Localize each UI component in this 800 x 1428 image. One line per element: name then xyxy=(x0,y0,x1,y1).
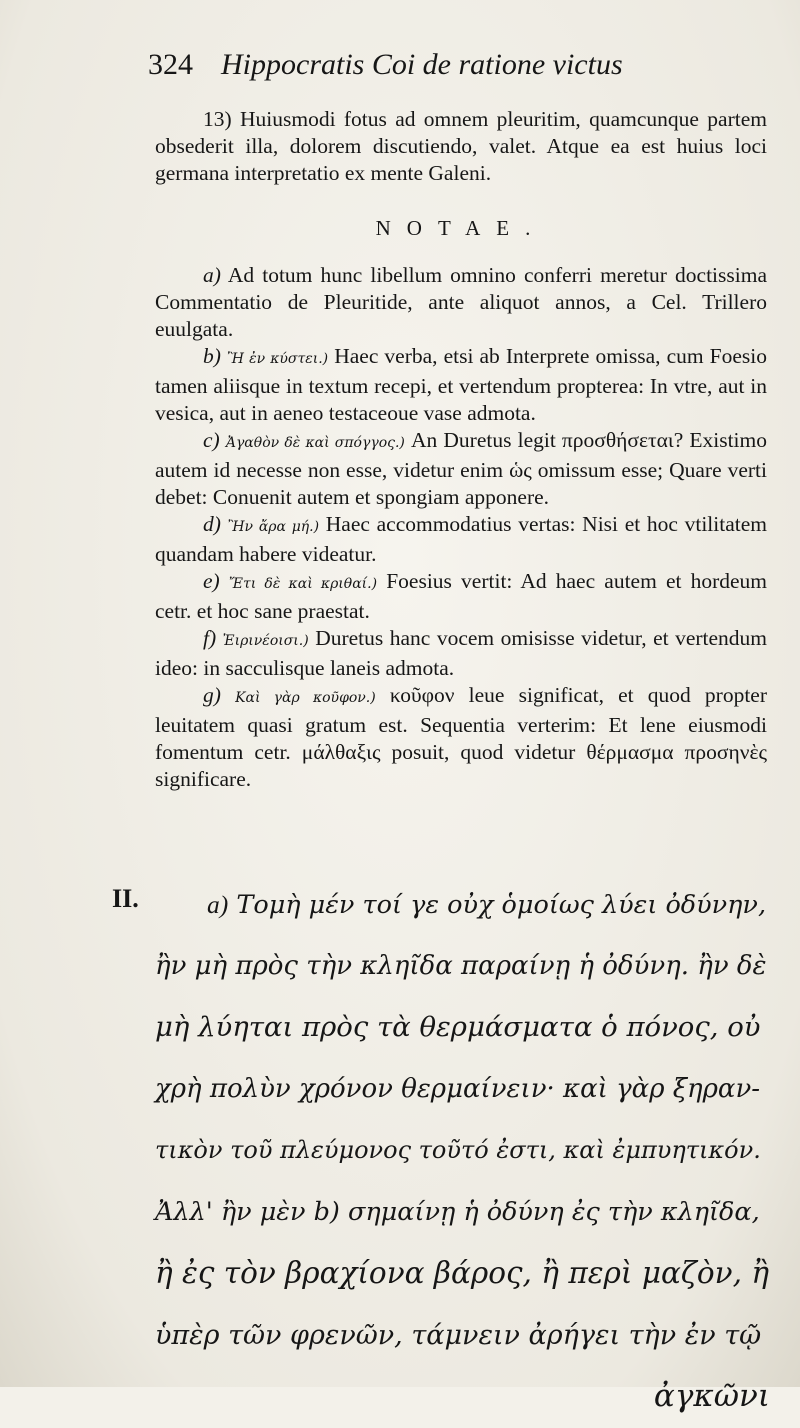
note-text: Haec accommodatius vertas: Nisi et hoc vtilitatem quandam habere videatur. xyxy=(155,512,767,566)
note-label: d) xyxy=(203,512,221,536)
note-c xyxy=(155,427,767,511)
note-g xyxy=(155,682,767,793)
notes-list xyxy=(155,262,767,793)
greek-line xyxy=(155,874,770,936)
greek-line-text: μὴ λύηται πρὸς τὰ θερμάσματα ὁ πόνος, οὐ xyxy=(155,1011,761,1043)
note-text: An Duretus legit προσθήσεται? Existimo autem id necesse non esse, videtur enim ὡς omissum esse; Quare verti debet: Conuenit autem et spongiam apponere. xyxy=(155,428,768,509)
section-number: II. xyxy=(112,884,139,913)
greek-line xyxy=(155,997,770,1059)
note-greek-lemma: Ἢν ἄρα μή.) xyxy=(227,519,320,535)
greek-line-text: ἢ ἐς τὸν βραχίονα βάρος, ἢ περὶ μαζὸν, ἢ xyxy=(155,1256,770,1290)
intro-paragraph xyxy=(155,106,767,187)
page-number: 324 xyxy=(148,48,193,81)
greek-line xyxy=(155,1243,770,1305)
greek-line-text: ἢν μὴ πρὸς τὴν κληῖδα παραίνῃ ἡ ὀδύνη. ἢν δὲ xyxy=(155,950,767,981)
greek-line xyxy=(155,1120,770,1182)
greek-line xyxy=(155,1305,770,1367)
note-a xyxy=(155,262,767,343)
running-head xyxy=(148,48,708,82)
intro-text: 13) Huiusmodi fotus ad omnem pleuritim, quamcunque partem obsederit illa, dolorem discutiendo, valet. Atque ea est huius loci germana interpretatio ex mente Galeni. xyxy=(155,107,767,185)
note-greek-lemma: Ἔτι δὲ καὶ κριθαί.) xyxy=(228,576,378,592)
note-text: Ad totum hunc libellum omnino conferri meretur doctissima Commentatio de Pleuritide, ante aliquot annos, a Cel. Trillero euulgata. xyxy=(155,263,767,341)
greek-line-text: τικὸν τοῦ πλεύμονος τοῦτό ἐστι, καὶ ἐμπυητικόν. xyxy=(155,1136,761,1164)
note-text: Haec verba, etsi ab Interprete omissa, cum Foesio tamen aliisque in textum recepi, et vertendum propterea: In vtre, aut in vesica, aut in aeneo testaceoue vase admota. xyxy=(155,344,768,425)
note-greek-lemma: Ἐιρινέοισι.) xyxy=(222,633,309,649)
greek-line-text: χρὴ πολὺν χρόνον θερμαίνειν· καὶ γὰρ ξηραν- xyxy=(155,1073,761,1104)
greek-line-text: ὑπὲρ τῶν φρενῶν, τάμνειν ἀρήγει τὴν ἐν τῷ xyxy=(155,1319,762,1351)
note-d xyxy=(155,511,767,568)
greek-line xyxy=(155,1366,770,1428)
greek-line xyxy=(155,1182,770,1244)
note-label: e) xyxy=(203,569,220,593)
note-text: κοῦφον leue significat, et quod propter leuitatem quasi gratum est. Sequentia verterim: Et lene eiusmodi fomentum cetr. μάλθαξις posuit, quod videtur θέρμασμα προσηνὲς significare. xyxy=(155,683,767,791)
greek-text-block xyxy=(155,874,770,1428)
page-title: Hippocratis Coi de ratione victus xyxy=(221,48,623,81)
note-e xyxy=(155,568,767,625)
note-text: Duretus hanc vocem omisisse videtur, et vertendum ideo: in sacculisque laneis admota. xyxy=(155,626,768,680)
note-text: Foesius vertit: Ad haec autem et hordeum cetr. et hoc sane praestat. xyxy=(155,569,768,623)
greek-line-lead: a) xyxy=(207,890,229,919)
note-greek-lemma: Καὶ γὰρ κοῦφον.) xyxy=(235,690,376,706)
note-greek-lemma: Ἀγαθὸν δὲ καὶ σπόγγος.) xyxy=(225,435,405,451)
note-f xyxy=(155,625,767,682)
note-label: a) xyxy=(203,263,221,287)
note-greek-lemma: Ἢ ἐν κύστει.) xyxy=(226,351,329,367)
greek-line-text: ἀγκῶνι xyxy=(653,1378,770,1414)
note-label: f) xyxy=(203,626,217,650)
greek-line-text: Ἀλλ' ἢν μὲν b) σημαίνῃ ἡ ὀδύνη ἐς τὴν κληῖδα, xyxy=(155,1196,760,1227)
note-b xyxy=(155,343,767,427)
notae-heading: NOTAE. xyxy=(375,216,547,240)
note-label: g) xyxy=(203,683,221,707)
greek-line-text: Τομὴ μέν τοί γε οὐχ ὁμοίως λύει ὀδύνην, xyxy=(236,890,767,920)
note-label: c) xyxy=(203,428,220,452)
greek-line xyxy=(155,936,770,998)
greek-line xyxy=(155,1059,770,1121)
note-label: b) xyxy=(203,344,221,368)
